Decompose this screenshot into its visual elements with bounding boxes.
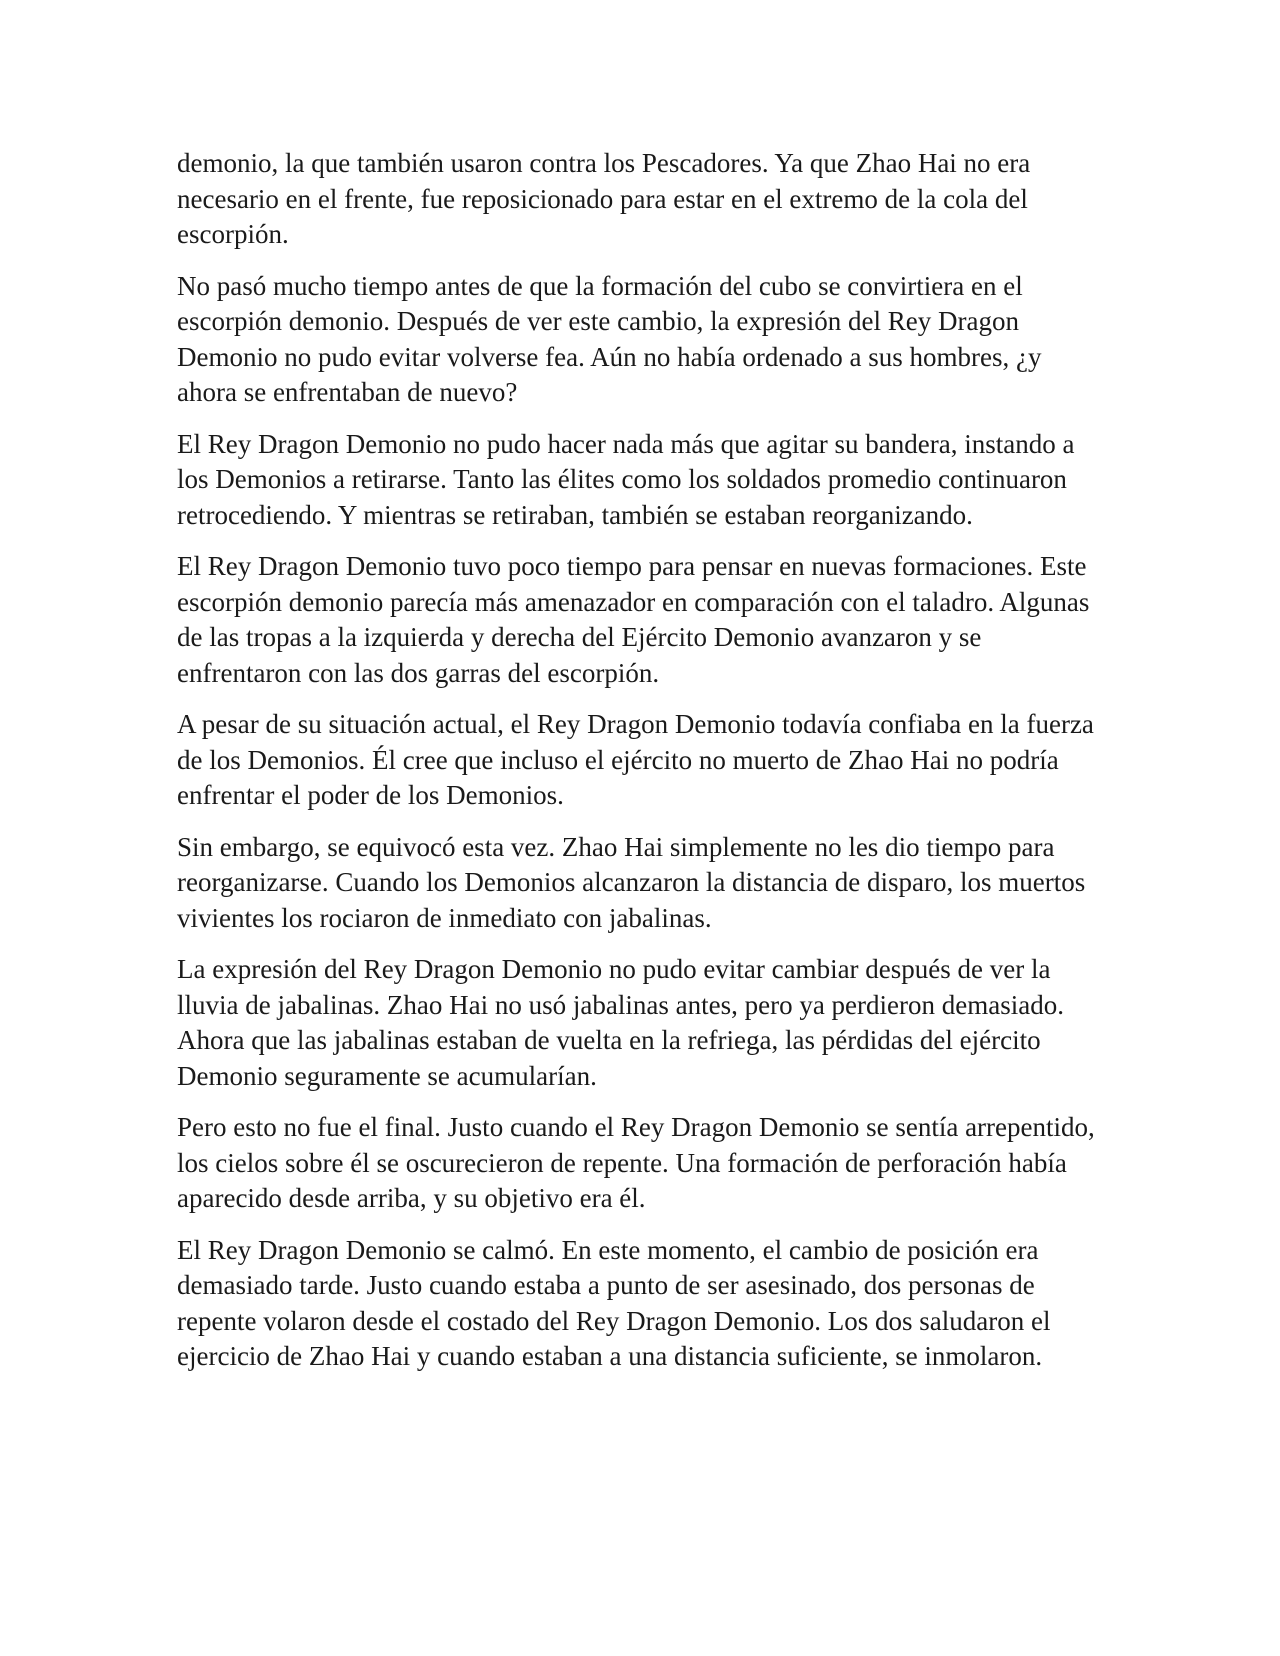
paragraph-2: No pasó mucho tiempo antes de que la formación del cubo se convirtiera en el escorpión demonio. Después de ver este cambio, la expresión del Rey Dragon Demonio no pudo evitar volverse fea. Aún no había ordenado a sus hombres, ¿y ahora se enfrentaban de nuevo? (177, 270, 1042, 407)
paragraph-4: El Rey Dragon Demonio tuvo poco tiempo para pensar en nuevas formaciones. Este escorpión demonio parecía más amenazador en comparación con el taladro. Algunas de las tropas a la izquierda y derecha del Ejército Demonio avanzaron y se enfrentaron con las dos garras del escorpión. (177, 551, 1090, 688)
paragraph-9: El Rey Dragon Demonio se calmó. En este momento, el cambio de posición era demasiado tarde. Justo cuando estaba a punto de ser asesinado, dos personas de repente volaron desde el costado del Rey Dragon Demonio. Los dos saludaron el ejercicio de Zhao Hai y cuando estaban a una distancia suficiente, se inmolaron. (177, 1234, 1051, 1371)
paragraph-3: El Rey Dragon Demonio no pudo hacer nada más que agitar su bandera, instando a los Demonios a retirarse. Tanto las élites como los soldados promedio continuaron retrocediendo. Y mientras se retiraban, también se estaban reorganizando. (177, 428, 1075, 530)
paragraph-8: Pero esto no fue el final. Justo cuando el Rey Dragon Demonio se sentía arrepentido, los cielos sobre él se oscurecieron de repente. Una formación de perforación había aparecido desde arriba, y su objetivo era él. (177, 1112, 1095, 1213)
paragraph-5: A pesar de su situación actual, el Rey Dragon Demonio todavía confiaba en la fuerza de los Demonios. Él cree que incluso el ejército no muerto de Zhao Hai no podría enfrentar el poder de los Demonios. (177, 709, 1094, 810)
document-body (177, 146, 1107, 1391)
paragraph-1: demonio, la que también usaron contra los Pescadores. Ya que Zhao Hai no era necesario en el frente, fue reposicionado para estar en el extremo de la cola del escorpión. (177, 148, 1031, 249)
paragraph-7: La expresión del Rey Dragon Demonio no pudo evitar cambiar después de ver la lluvia de jabalinas. Zhao Hai no usó jabalinas antes, pero ya perdieron demasiado. Ahora que las jabalinas estaban de vuelta en la refriega, las pérdidas del ejército Demonio seguramente se acumularían. (177, 954, 1064, 1091)
paragraph-6: Sin embargo, se equivocó esta vez. Zhao Hai simplemente no les dio tiempo para reorganizarse. Cuando los Demonios alcanzaron la distancia de disparo, los muertos vivientes los rociaron de inmediato con jabalinas. (177, 831, 1086, 933)
